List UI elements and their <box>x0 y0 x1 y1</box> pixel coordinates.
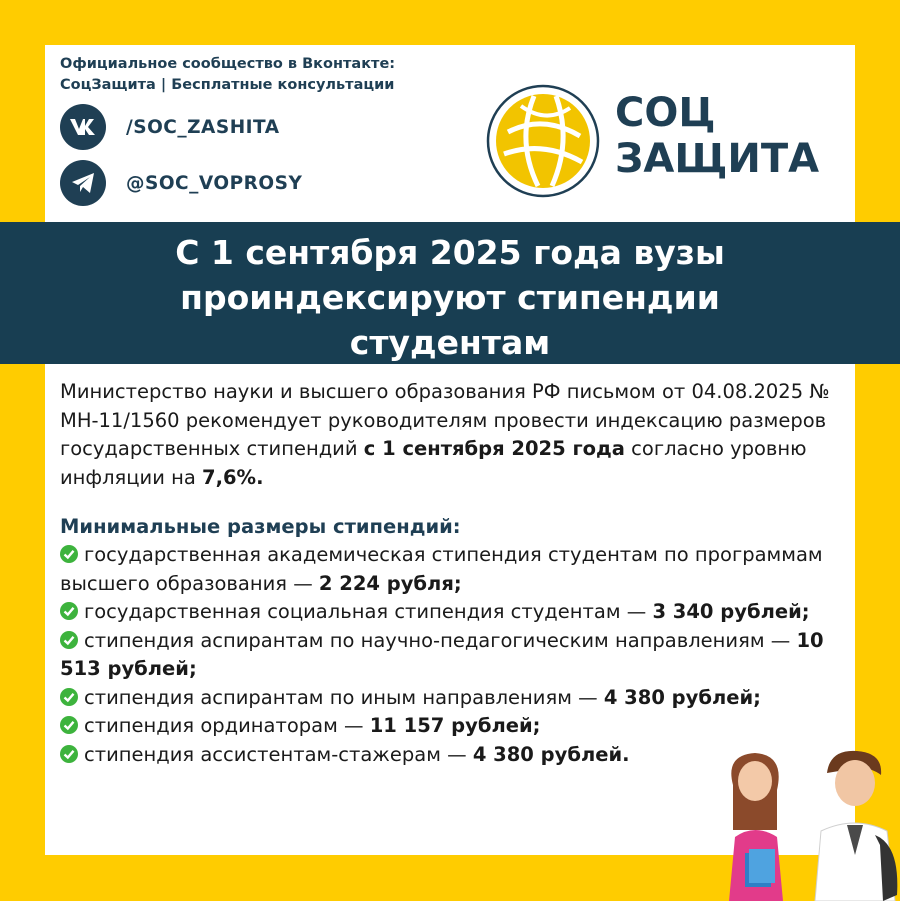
title-line-3: студентам <box>349 323 551 362</box>
minimums-title: Минимальные размеры стипендий: <box>60 515 461 538</box>
stipend-list <box>60 541 850 769</box>
vk-icon <box>60 104 106 150</box>
community-info <box>60 54 480 96</box>
title-line-2: проиндексируют стипендии <box>180 278 720 317</box>
intro-text-2: согласно уровню инфляции на <box>60 437 807 489</box>
vk-link[interactable] <box>60 104 280 150</box>
logo-wordmark <box>615 90 819 182</box>
check-icon <box>60 545 78 563</box>
community-line-1: Официальное сообщество в Вконтакте: <box>60 56 396 72</box>
check-icon <box>60 602 78 620</box>
list-item <box>60 541 850 598</box>
item-amount: 10 513 рублей; <box>60 628 824 680</box>
item-amount: 2 224 рубля; <box>318 571 462 595</box>
check-icon <box>60 745 78 763</box>
item-amount: 4 380 рублей; <box>603 685 761 709</box>
item-text: стипендия аспирантам по иным направлениям — <box>84 685 604 709</box>
intro-date: с 1 сентября 2025 года <box>363 437 625 460</box>
intro-paragraph <box>60 378 850 492</box>
check-icon <box>60 716 78 734</box>
intro-text-1: Министерство науки и высшего образования РФ письмом от 04.08.2025 № МН-11/1560 рекомендует руководителям провести индексацию размеров государственных стипендий <box>60 380 830 460</box>
item-text: стипендия ассистентам-стажерам — <box>84 742 473 766</box>
globe-logo-icon <box>486 84 600 198</box>
check-icon <box>60 631 78 649</box>
logo-line-2: ЗАЩИТА <box>615 136 820 182</box>
community-line-2: СоцЗащита | Бесплатные консультации <box>60 77 395 93</box>
item-text: государственная академическая стипендия студентам по программам высшего образования — <box>60 543 823 595</box>
title-line-1: С 1 сентября 2025 года вузы <box>175 233 725 272</box>
item-amount: 11 157 рублей; <box>369 714 541 737</box>
telegram-icon <box>60 160 106 206</box>
logo-line-1: СОЦ <box>615 90 716 136</box>
item-text: стипендия аспирантам по научно-педагогическим направлениям — <box>84 628 797 652</box>
check-icon <box>60 688 78 706</box>
students-illustration <box>715 745 900 901</box>
telegram-link[interactable] <box>60 160 302 206</box>
intro-percent: 7,6%. <box>202 465 264 489</box>
list-item <box>60 712 850 741</box>
list-item <box>60 627 850 684</box>
list-item <box>60 598 850 627</box>
item-text: государственная социальная стипендия студентам — <box>84 600 653 623</box>
vk-handle: /SOC_ZASHITA <box>126 116 280 138</box>
item-amount: 4 380 рублей. <box>472 742 630 766</box>
item-amount: 3 340 рублей; <box>652 600 810 623</box>
telegram-handle: @SOC_VOPROSY <box>126 172 303 194</box>
page-title <box>0 230 900 365</box>
item-text: стипендия ординаторам — <box>84 714 370 737</box>
list-item <box>60 684 850 713</box>
